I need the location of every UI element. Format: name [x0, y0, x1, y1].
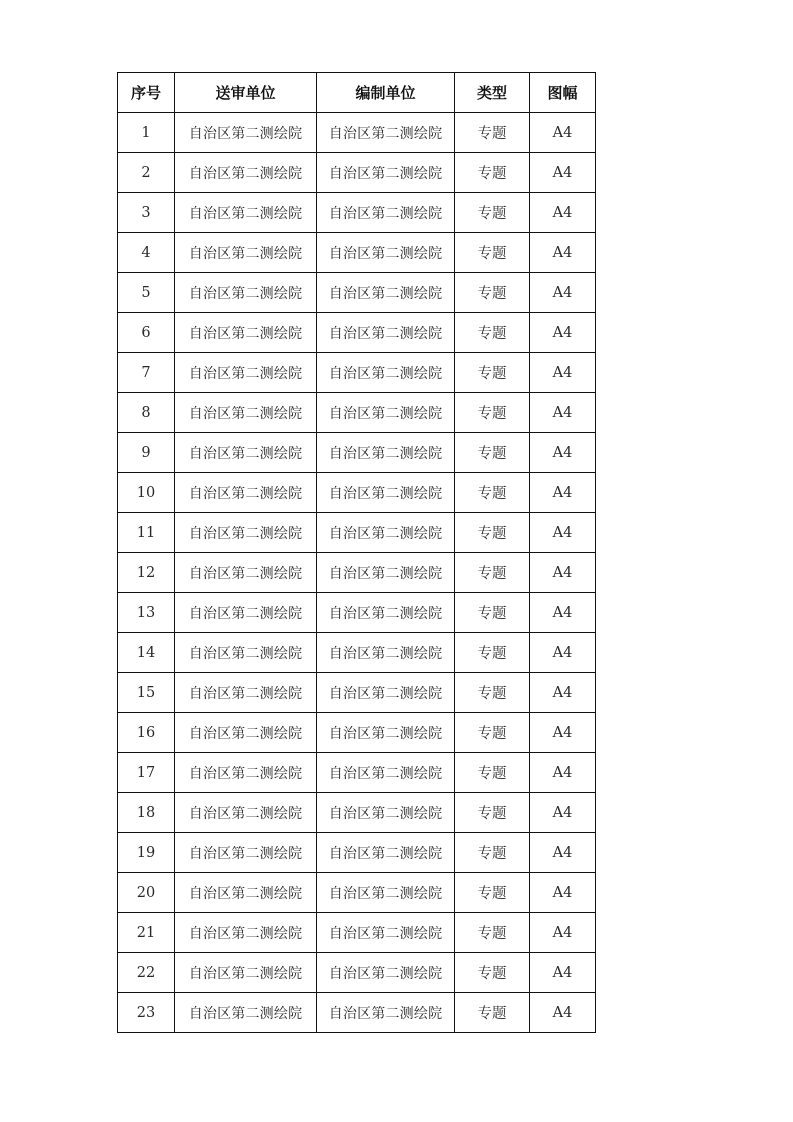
cell-submitting-unit: 自治区第二测绘院 — [175, 913, 317, 953]
table-row — [118, 113, 596, 153]
cell-submitting-unit: 自治区第二测绘院 — [175, 513, 317, 553]
cell-sheet-size: A4 — [530, 633, 596, 673]
cell-type: 专题 — [455, 273, 530, 313]
header-sheet-size: 图幅 — [530, 73, 596, 113]
header-submitting-unit: 送审单位 — [175, 73, 317, 113]
cell-compiling-unit: 自治区第二测绘院 — [317, 553, 455, 593]
cell-submitting-unit: 自治区第二测绘院 — [175, 113, 317, 153]
cell-type: 专题 — [455, 913, 530, 953]
cell-sheet-size: A4 — [530, 193, 596, 233]
cell-sheet-size: A4 — [530, 393, 596, 433]
table-row — [118, 873, 596, 913]
cell-serial-number: 23 — [118, 993, 175, 1033]
cell-submitting-unit: 自治区第二测绘院 — [175, 193, 317, 233]
cell-serial-number: 12 — [118, 553, 175, 593]
cell-serial-number: 11 — [118, 513, 175, 553]
table-row — [118, 313, 596, 353]
cell-submitting-unit: 自治区第二测绘院 — [175, 593, 317, 633]
cell-type: 专题 — [455, 353, 530, 393]
cell-compiling-unit: 自治区第二测绘院 — [317, 353, 455, 393]
table-row — [118, 793, 596, 833]
table-row — [118, 673, 596, 713]
cell-sheet-size: A4 — [530, 313, 596, 353]
header-serial-number: 序号 — [118, 73, 175, 113]
cell-submitting-unit: 自治区第二测绘院 — [175, 673, 317, 713]
cell-sheet-size: A4 — [530, 433, 596, 473]
cell-compiling-unit: 自治区第二测绘院 — [317, 713, 455, 753]
cell-sheet-size: A4 — [530, 553, 596, 593]
cell-type: 专题 — [455, 433, 530, 473]
cell-type: 专题 — [455, 233, 530, 273]
cell-sheet-size: A4 — [530, 993, 596, 1033]
cell-sheet-size: A4 — [530, 113, 596, 153]
cell-serial-number: 9 — [118, 433, 175, 473]
cell-serial-number: 1 — [118, 113, 175, 153]
cell-type: 专题 — [455, 513, 530, 553]
table-row — [118, 193, 596, 233]
table-row — [118, 473, 596, 513]
cell-compiling-unit: 自治区第二测绘院 — [317, 473, 455, 513]
cell-submitting-unit: 自治区第二测绘院 — [175, 273, 317, 313]
cell-sheet-size: A4 — [530, 913, 596, 953]
cell-compiling-unit: 自治区第二测绘院 — [317, 913, 455, 953]
cell-sheet-size: A4 — [530, 753, 596, 793]
cell-submitting-unit: 自治区第二测绘院 — [175, 713, 317, 753]
cell-compiling-unit: 自治区第二测绘院 — [317, 833, 455, 873]
cell-compiling-unit: 自治区第二测绘院 — [317, 953, 455, 993]
cell-sheet-size: A4 — [530, 793, 596, 833]
cell-sheet-size: A4 — [530, 833, 596, 873]
table-header — [118, 73, 596, 113]
cell-submitting-unit: 自治区第二测绘院 — [175, 433, 317, 473]
cell-serial-number: 4 — [118, 233, 175, 273]
cell-compiling-unit: 自治区第二测绘院 — [317, 513, 455, 553]
cell-sheet-size: A4 — [530, 473, 596, 513]
cell-submitting-unit: 自治区第二测绘院 — [175, 553, 317, 593]
cell-sheet-size: A4 — [530, 273, 596, 313]
cell-serial-number: 22 — [118, 953, 175, 993]
cell-serial-number: 18 — [118, 793, 175, 833]
header-type: 类型 — [455, 73, 530, 113]
cell-submitting-unit: 自治区第二测绘院 — [175, 313, 317, 353]
cell-compiling-unit: 自治区第二测绘院 — [317, 793, 455, 833]
cell-serial-number: 17 — [118, 753, 175, 793]
cell-type: 专题 — [455, 593, 530, 633]
cell-compiling-unit: 自治区第二测绘院 — [317, 393, 455, 433]
table-row — [118, 393, 596, 433]
cell-serial-number: 19 — [118, 833, 175, 873]
cell-compiling-unit: 自治区第二测绘院 — [317, 433, 455, 473]
cell-type: 专题 — [455, 673, 530, 713]
cell-serial-number: 5 — [118, 273, 175, 313]
cell-submitting-unit: 自治区第二测绘院 — [175, 833, 317, 873]
header-row — [118, 73, 596, 113]
cell-compiling-unit: 自治区第二测绘院 — [317, 233, 455, 273]
cell-compiling-unit: 自治区第二测绘院 — [317, 633, 455, 673]
cell-compiling-unit: 自治区第二测绘院 — [317, 313, 455, 353]
cell-sheet-size: A4 — [530, 153, 596, 193]
table-row — [118, 593, 596, 633]
cell-type: 专题 — [455, 313, 530, 353]
cell-compiling-unit: 自治区第二测绘院 — [317, 193, 455, 233]
cell-compiling-unit: 自治区第二测绘院 — [317, 153, 455, 193]
cell-sheet-size: A4 — [530, 673, 596, 713]
table-row — [118, 153, 596, 193]
header-compiling-unit: 编制单位 — [317, 73, 455, 113]
cell-compiling-unit: 自治区第二测绘院 — [317, 113, 455, 153]
table-row — [118, 753, 596, 793]
cell-compiling-unit: 自治区第二测绘院 — [317, 673, 455, 713]
cell-submitting-unit: 自治区第二测绘院 — [175, 993, 317, 1033]
cell-compiling-unit: 自治区第二测绘院 — [317, 753, 455, 793]
cell-type: 专题 — [455, 953, 530, 993]
cell-type: 专题 — [455, 993, 530, 1033]
cell-serial-number: 20 — [118, 873, 175, 913]
table-row — [118, 913, 596, 953]
cell-type: 专题 — [455, 833, 530, 873]
cell-serial-number: 3 — [118, 193, 175, 233]
table-body — [118, 113, 596, 1033]
cell-submitting-unit: 自治区第二测绘院 — [175, 473, 317, 513]
table-row — [118, 833, 596, 873]
cell-sheet-size: A4 — [530, 873, 596, 913]
table-row — [118, 953, 596, 993]
cell-sheet-size: A4 — [530, 513, 596, 553]
cell-serial-number: 16 — [118, 713, 175, 753]
cell-serial-number: 8 — [118, 393, 175, 433]
cell-serial-number: 15 — [118, 673, 175, 713]
table-row — [118, 633, 596, 673]
cell-type: 专题 — [455, 153, 530, 193]
cell-sheet-size: A4 — [530, 953, 596, 993]
cell-serial-number: 14 — [118, 633, 175, 673]
table-row — [118, 713, 596, 753]
cell-sheet-size: A4 — [530, 713, 596, 753]
cell-submitting-unit: 自治区第二测绘院 — [175, 753, 317, 793]
cell-submitting-unit: 自治区第二测绘院 — [175, 153, 317, 193]
map-registry-table — [117, 72, 596, 1033]
cell-type: 专题 — [455, 473, 530, 513]
cell-serial-number: 2 — [118, 153, 175, 193]
cell-sheet-size: A4 — [530, 353, 596, 393]
table-row — [118, 993, 596, 1033]
cell-serial-number: 7 — [118, 353, 175, 393]
cell-serial-number: 6 — [118, 313, 175, 353]
cell-submitting-unit: 自治区第二测绘院 — [175, 633, 317, 673]
cell-type: 专题 — [455, 713, 530, 753]
cell-type: 专题 — [455, 633, 530, 673]
cell-compiling-unit: 自治区第二测绘院 — [317, 993, 455, 1033]
cell-type: 专题 — [455, 393, 530, 433]
cell-serial-number: 21 — [118, 913, 175, 953]
cell-type: 专题 — [455, 793, 530, 833]
cell-type: 专题 — [455, 873, 530, 913]
cell-compiling-unit: 自治区第二测绘院 — [317, 593, 455, 633]
table-row — [118, 513, 596, 553]
cell-type: 专题 — [455, 753, 530, 793]
cell-submitting-unit: 自治区第二测绘院 — [175, 233, 317, 273]
cell-serial-number: 10 — [118, 473, 175, 513]
cell-submitting-unit: 自治区第二测绘院 — [175, 873, 317, 913]
cell-sheet-size: A4 — [530, 233, 596, 273]
cell-submitting-unit: 自治区第二测绘院 — [175, 353, 317, 393]
cell-serial-number: 13 — [118, 593, 175, 633]
cell-compiling-unit: 自治区第二测绘院 — [317, 273, 455, 313]
table-row — [118, 233, 596, 273]
cell-type: 专题 — [455, 193, 530, 233]
cell-submitting-unit: 自治区第二测绘院 — [175, 793, 317, 833]
cell-submitting-unit: 自治区第二测绘院 — [175, 393, 317, 433]
cell-type: 专题 — [455, 113, 530, 153]
cell-submitting-unit: 自治区第二测绘院 — [175, 953, 317, 993]
cell-sheet-size: A4 — [530, 593, 596, 633]
table-row — [118, 353, 596, 393]
table-row — [118, 273, 596, 313]
cell-type: 专题 — [455, 553, 530, 593]
table-row — [118, 553, 596, 593]
cell-compiling-unit: 自治区第二测绘院 — [317, 873, 455, 913]
table-row — [118, 433, 596, 473]
